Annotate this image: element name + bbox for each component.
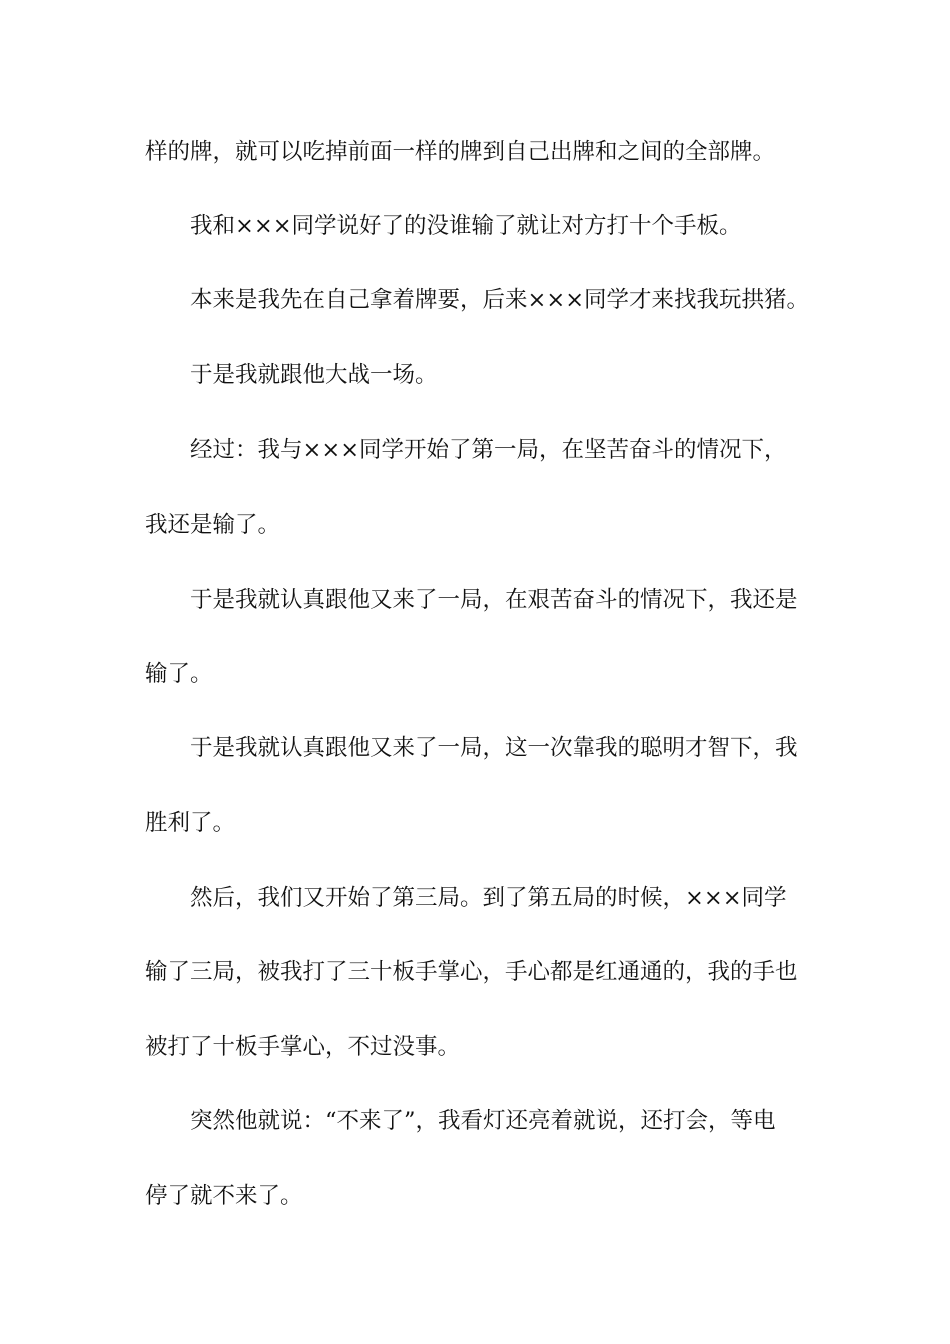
text-line: 我和×××同学说好了的没谁输了就让对方打十个手板。 xyxy=(190,213,742,239)
text-line: 突然他就说：“不来了”，我看灯还亮着就说，还打会，等电 xyxy=(190,1108,776,1134)
text-line: 于是我就认真跟他又来了一局，这一次靠我的聪明才智下，我 xyxy=(190,735,798,761)
text-line: 于是我就认真跟他又来了一局，在艰苦奋斗的情况下，我还是 xyxy=(190,587,798,613)
text-line: 输了三局，被我打了三十板手掌心，手心都是红通通的，我的手也 xyxy=(145,959,798,985)
text-line: 经过：我与×××同学开始了第一局，在坚苦奋斗的情况下， xyxy=(190,437,787,463)
text-line: 然后，我们又开始了第三局。到了第五局的时候，×××同学 xyxy=(190,885,787,911)
text-line: 于是我就跟他大战一场。 xyxy=(190,362,438,388)
text-line: 被打了十板手掌心，不过没事。 xyxy=(145,1034,461,1060)
text-line: 输了。 xyxy=(145,661,213,687)
text-line: 停了就不来了。 xyxy=(145,1183,303,1209)
text-line: 样的牌，就可以吃掉前面一样的牌到自己出牌和之间的全部牌。 xyxy=(145,139,776,165)
text-line: 胜利了。 xyxy=(145,810,236,836)
text-line: 本来是我先在自己拿着牌要，后来×××同学才来找我玩拱猪。 xyxy=(190,287,810,313)
text-line: 我还是输了。 xyxy=(145,512,281,538)
